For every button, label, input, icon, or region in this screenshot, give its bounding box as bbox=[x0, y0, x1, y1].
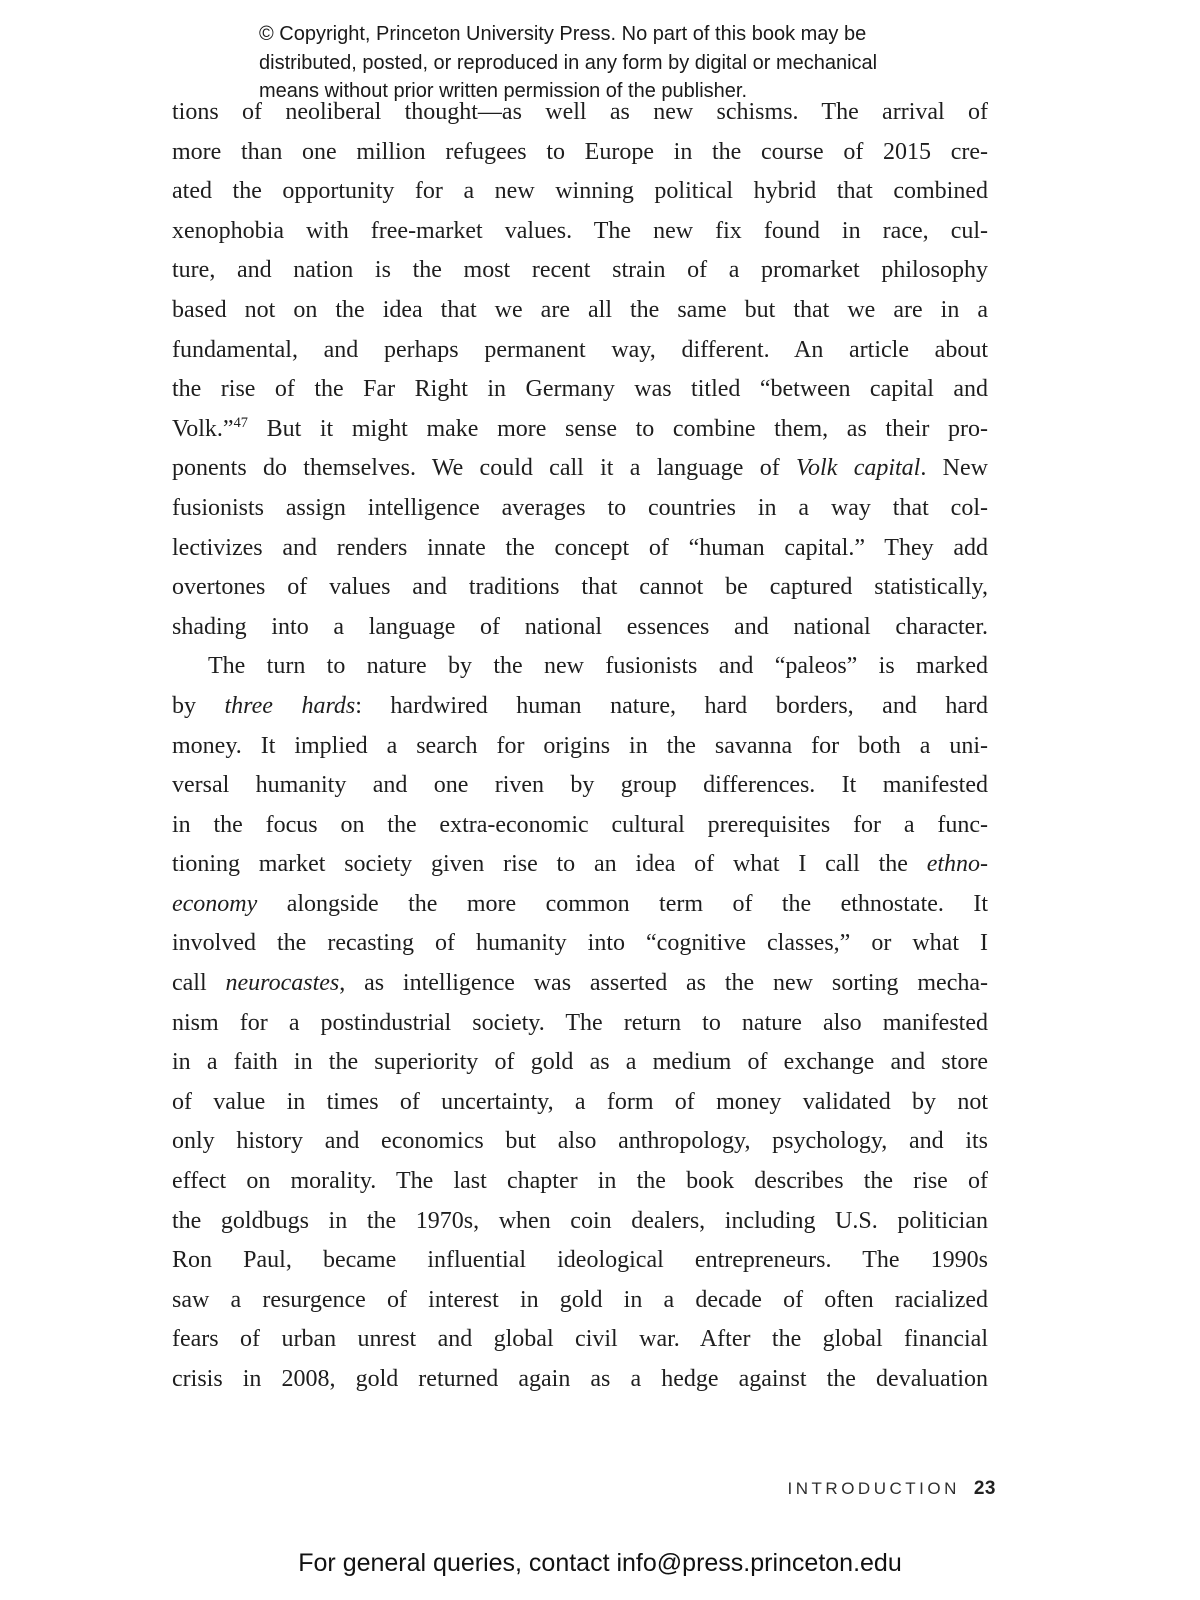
running-footer bbox=[788, 1478, 996, 1500]
italic-term: three hards bbox=[224, 692, 356, 719]
italic-term: Volk capital bbox=[796, 455, 921, 482]
text-line: money. It implied a search for origins in the savanna for both a uni- bbox=[172, 732, 988, 759]
copyright-line: means without prior written permission of the publisher. bbox=[259, 80, 748, 102]
section-label: INTRODUCTION bbox=[787, 1479, 960, 1498]
text-line: by three hards: hardwired human nature, hard borders, and hard bbox=[172, 692, 988, 719]
text-line: crisis in 2008, gold returned again as a hedge against the devaluation bbox=[172, 1366, 988, 1392]
text-line: fusionists assign intelligence averages to countries in a way that col- bbox=[172, 494, 988, 521]
copyright-line: © Copyright, Princeton University Press. No part of this book may be bbox=[259, 23, 867, 45]
text-line: lectivizes and renders innate the concept of “human capital.” They add bbox=[172, 534, 988, 561]
text-line: based not on the idea that we are all the same but that we are in a bbox=[172, 296, 988, 323]
text-line: fears of urban unrest and global civil war. After the global financial bbox=[172, 1326, 988, 1353]
italic-term: neurocastes bbox=[225, 970, 340, 997]
text-line: overtones of values and traditions that cannot be captured statistically, bbox=[172, 574, 988, 601]
copyright-line: distributed, posted, or reproduced in any form by digital or mechanical bbox=[259, 51, 878, 74]
text-line: Volk.”$^{47}$ But it might make more sense to combine them, as their pro- bbox=[172, 414, 988, 442]
text-line: shading into a language of national essences and national character. bbox=[172, 613, 988, 640]
text-line: the rise of the Far Right in Germany was titled “between capital and bbox=[172, 376, 988, 403]
text-line: Ron Paul, became influential ideological entrepreneurs. The 1990s bbox=[172, 1247, 988, 1274]
text-line: ture, and nation is the most recent strain of a promarket philosophy bbox=[172, 257, 988, 284]
text-line: call neurocastes, as intelligence was asserted as the new sorting mecha- bbox=[172, 970, 988, 997]
contact-line: For general queries, contact info@press.princeton.edu bbox=[298, 1549, 902, 1577]
text-line: effect on morality. The last chapter in the book describes the rise of bbox=[172, 1168, 988, 1195]
text-line: saw a resurgence of interest in gold in a decade of often racialized bbox=[172, 1286, 988, 1313]
text-line: only history and economics but also anthropology, psychology, and its bbox=[172, 1128, 988, 1155]
text-line: nism for a postindustrial society. The return to nature also manifested bbox=[172, 1009, 988, 1036]
paragraph bbox=[172, 647, 988, 1399]
text-line: involved the recasting of humanity into “cognitive classes,” or what I bbox=[172, 930, 988, 957]
italic-term: economy bbox=[172, 890, 258, 917]
text-line: of value in times of uncertainty, a form of money validated by not bbox=[172, 1088, 988, 1115]
text-line: tions of neoliberal thought—as well as new schisms. The arrival of bbox=[172, 99, 988, 125]
text-line: more than one million refugees to Europe in the course of 2015 cre- bbox=[172, 138, 988, 165]
footnote-reference: 47 bbox=[233, 414, 248, 431]
body-text bbox=[172, 93, 988, 1400]
text-line: ponents do themselves. We could call it a language of Volk capital. New bbox=[172, 455, 988, 482]
text-line: the goldbugs in the 1970s, when coin dealers, including U.S. politician bbox=[172, 1207, 988, 1234]
text-line: economy alongside the more common term of the ethnostate. It bbox=[172, 890, 988, 917]
text-line: ated the opportunity for a new winning political hybrid that combined bbox=[172, 178, 988, 205]
italic-term: ethno- bbox=[926, 851, 988, 878]
text-line: versal humanity and one riven by group differences. It manifested bbox=[172, 772, 988, 799]
text-line: fundamental, and perhaps permanent way, different. An article about bbox=[172, 336, 988, 363]
text-line: xenophobia with free-market values. The new fix found in race, cul- bbox=[172, 217, 988, 244]
text-line: The turn to nature by the new fusionists and “paleos” is marked bbox=[208, 653, 988, 680]
text-line: in a faith in the superiority of gold as a medium of exchange and store bbox=[172, 1049, 988, 1076]
text-line: in the focus on the extra-economic cultural prerequisites for a func- bbox=[172, 811, 988, 838]
paragraph bbox=[172, 93, 988, 647]
page-number: 23 bbox=[973, 1478, 996, 1499]
text-line: tioning market society given rise to an idea of what I call the ethno- bbox=[172, 851, 988, 878]
